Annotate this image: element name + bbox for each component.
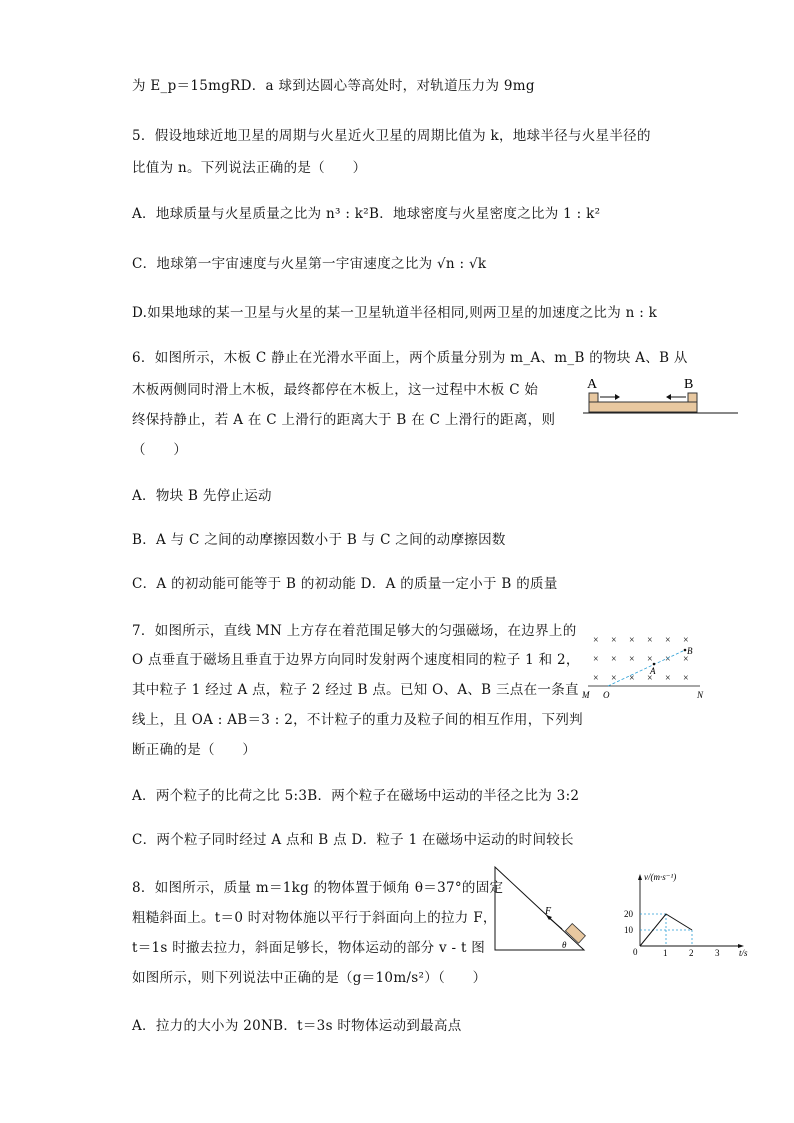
point-a [653, 663, 656, 666]
fig7-label-o: O [603, 690, 610, 700]
vt-ytick: 20 [624, 909, 633, 919]
incline-triangle [495, 867, 584, 950]
field-cross: × [647, 673, 653, 684]
text-line: 为 E_p＝15mgRD．a 球到达圆心等高处时，对轨道压力为 9mg [132, 78, 535, 94]
fig6-label-b: B [684, 377, 694, 392]
field-cross: × [611, 635, 617, 646]
figure-7-magnetic-field [578, 628, 713, 703]
text-line: 比值为 n。下列说法正确的是（ ） [132, 160, 367, 176]
vt-ylabel: v/(m·s⁻¹) [644, 872, 677, 882]
figure-8-vt-chart [620, 866, 760, 958]
text-line: 线上，且 OA : AB＝3 : 2，不计粒子的重力及粒子间的相互作用，下列判 [132, 712, 583, 728]
field-cross: × [683, 635, 689, 646]
text-line: A．物块 B 先停止运动 [132, 488, 272, 504]
fig7-label-n: N [697, 690, 704, 700]
field-cross: × [593, 654, 599, 665]
vt-xtick: 1 [663, 948, 668, 958]
arrow-b-head [666, 394, 671, 400]
fig6-label-a: A [587, 377, 598, 392]
field-cross: × [683, 654, 689, 665]
field-cross: × [665, 635, 671, 646]
figure-8-incline [490, 862, 590, 957]
field-cross: × [647, 654, 653, 665]
text-line: 6．如图所示，木板 C 静止在光滑水平面上，两个质量分别为 m_A、m_B 的物块 A、B 从 [132, 350, 688, 366]
text-line: O 点垂直于磁场且垂直于边界方向同时发射两个速度相同的粒子 1 和 2， [132, 652, 580, 668]
field-cross: × [593, 635, 599, 646]
text-line: 木板两侧同时滑上木板，最终都停在木板上，这一过程中木板 C 始 [132, 382, 539, 398]
text-line: 如图所示，则下列说法中正确的是（g＝10m/s²）（ ） [132, 970, 487, 986]
vt-xtick: 2 [689, 948, 694, 958]
vt-xlabel: t/s [739, 948, 748, 958]
text-line: A．地球质量与火星质量之比为 n³ : k²B．地球密度与火星密度之比为 1 : k² [132, 206, 601, 222]
text-line: 8．如图所示，质量 m＝1kg 的物体置于倾角 θ＝37°的固定 [132, 880, 504, 896]
field-cross: × [629, 673, 635, 684]
field-cross: × [611, 673, 617, 684]
text-line: A．两个粒子的比荷之比 5:3B．两个粒子在磁场中运动的半径之比为 3:2 [132, 788, 580, 804]
text-line: D.如果地球的某一卫星与火星的某一卫星轨道半径相同,则两卫星的加速度之比为 n : k [132, 305, 658, 321]
text-line: 7．如图所示，直线 MN 上方存在着范围足够大的匀强磁场，在边界上的 [132, 623, 577, 639]
figure-6-plank [583, 372, 743, 422]
field-crosses [593, 635, 689, 684]
field-cross: × [683, 673, 689, 684]
field-cross: × [629, 654, 635, 665]
plank-c [589, 402, 697, 412]
text-line: B．A 与 C 之间的动摩擦因数小于 B 与 C 之间的动摩擦因数 [132, 532, 506, 548]
block-a [589, 393, 598, 402]
vt-xtick: 3 [715, 948, 720, 958]
text-line: 5．假设地球近地卫星的周期与火星近火卫星的周期比值为 k，地球半径与火星半径的 [132, 128, 651, 144]
field-cross: × [665, 673, 671, 684]
text-line: C．A 的初动能可能等于 B 的初动能 D．A 的质量一定小于 B 的质量 [132, 576, 558, 592]
block-b [688, 393, 697, 402]
text-line: 其中粒子 1 经过 A 点，粒子 2 经过 B 点。已知 O、A、B 三点在一条直 [132, 682, 579, 698]
text-line: C．地球第一宇宙速度与火星第一宇宙速度之比为 √n : √k [132, 256, 487, 272]
text-line: C．两个粒子同时经过 A 点和 B 点 D．粒子 1 在磁场中运动的时间较长 [132, 832, 574, 848]
fig7-label-b: B [687, 646, 693, 656]
incline-block [565, 924, 585, 944]
text-line: 终保持静止，若 A 在 C 上滑行的距离大于 B 在 C 上滑行的距离，则 [132, 412, 556, 428]
field-cross: × [665, 654, 671, 665]
field-cross: × [611, 654, 617, 665]
fig8-label-theta: θ [562, 940, 567, 950]
fig7-label-a: A [650, 666, 656, 676]
text-line: t＝1s 时撤去拉力，斜面足够长，物体运动的部分 v - t 图 [132, 940, 486, 956]
field-cross: × [593, 673, 599, 684]
text-line: 粗糙斜面上。t＝0 时对物体施以平行于斜面向上的拉力 F， [132, 910, 497, 926]
vt-ytick: 10 [624, 925, 633, 935]
field-cross: × [647, 635, 653, 646]
field-cross: × [629, 635, 635, 646]
vt-origin: 0 [633, 947, 638, 957]
fig8-label-f: F [545, 906, 552, 917]
arrow-a-head [615, 394, 620, 400]
text-line: （ ） [132, 442, 188, 458]
point-b [684, 649, 687, 652]
text-line: A．拉力的大小为 20NB．t＝3s 时物体运动到最高点 [132, 1018, 462, 1034]
vt-y-arrow [638, 874, 642, 880]
fig7-label-m: M [582, 690, 590, 700]
text-line: 断正确的是（ ） [132, 742, 257, 758]
